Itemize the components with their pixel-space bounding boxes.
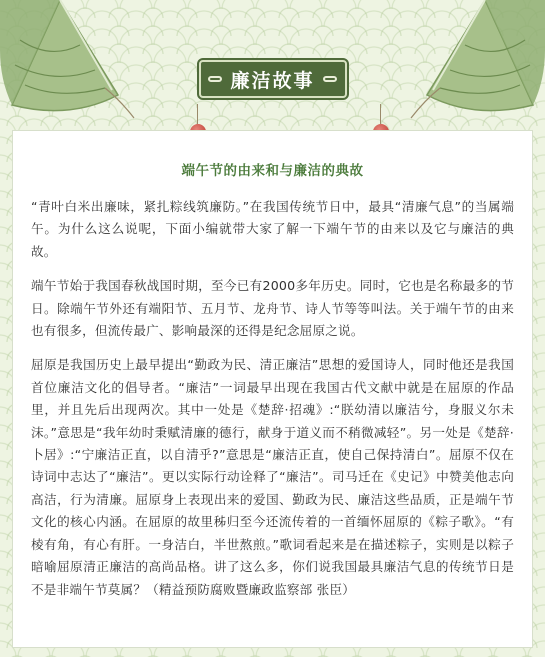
knot-ornament-icon — [323, 76, 337, 82]
article-subtitle: 端午节的由来和与廉洁的典故 — [181, 163, 364, 179]
article-paragraph: “青叶白米出廉味，紧扎粽线筑廉防。”在我国传统节日中，最具“清廉气息”的当属端午。为什么这么说呢，下面小编就带大家了解一下端午节的由来以及它与廉洁的典故。 — [31, 199, 514, 259]
article-paragraph: 屈原是我国历史上最早提出“勤政为民、清正廉洁”思想的爱国诗人，同时他还是我国首位廉洁文化的倡导者。“廉洁”一词最早出现在我国古代文献中就是在屈原的作品里，并且先后出现两次。其中一处是《楚辞·招魂》:“朕幼清以廉洁兮，身服义尔未沫。”意思是“我年幼时秉赋清廉的德行，献身于道义而不稍微减轻”。另一处是《楚辞·卜居》:“宁廉洁正直，以自清乎?”意思是“廉洁正直，使自己保持清白”。屈原不仅在诗词中志达了“廉洁”。更以实际行动诠释了“廉洁”。司马迁在《史记》中赞美他志向高洁，行为清廉。屈原身上表现出来的爱国、勤政为民、廉洁这些品质，正是端午节文化的核心内涵。在屈原的故里秭归至今还流传着的一首缅怀屈原的《粽子歌》。“有棱有角，有心有肝。一身洁白，半世熬煎。”歌词看起来是在描述粽子，实则是以粽子暗喻屈原清正廉洁的高尚品格。讲了这么多，你们说我国最具廉洁气息的传统节日是不是非端午节莫属？（精益预防腐败暨廉政监察部 张臣） — [31, 357, 514, 597]
article-paragraph: 端午节始于我国春秋战国时期，至今已有2000多年历史。同时，它也是名称最多的节日。除端午节外还有端阳节、五月节、龙舟节、诗人节等等叫法。关于端午节的由来也有很多，但流传最广、影响最深的还得是纪念屈原之说。 — [31, 278, 514, 339]
page-title: 廉洁故事 — [230, 69, 315, 92]
knot-ornament-icon — [208, 76, 222, 82]
article-card — [12, 130, 533, 648]
zongzi-icon — [0, 0, 140, 140]
title-badge — [199, 60, 347, 98]
zongzi-icon — [405, 0, 545, 140]
